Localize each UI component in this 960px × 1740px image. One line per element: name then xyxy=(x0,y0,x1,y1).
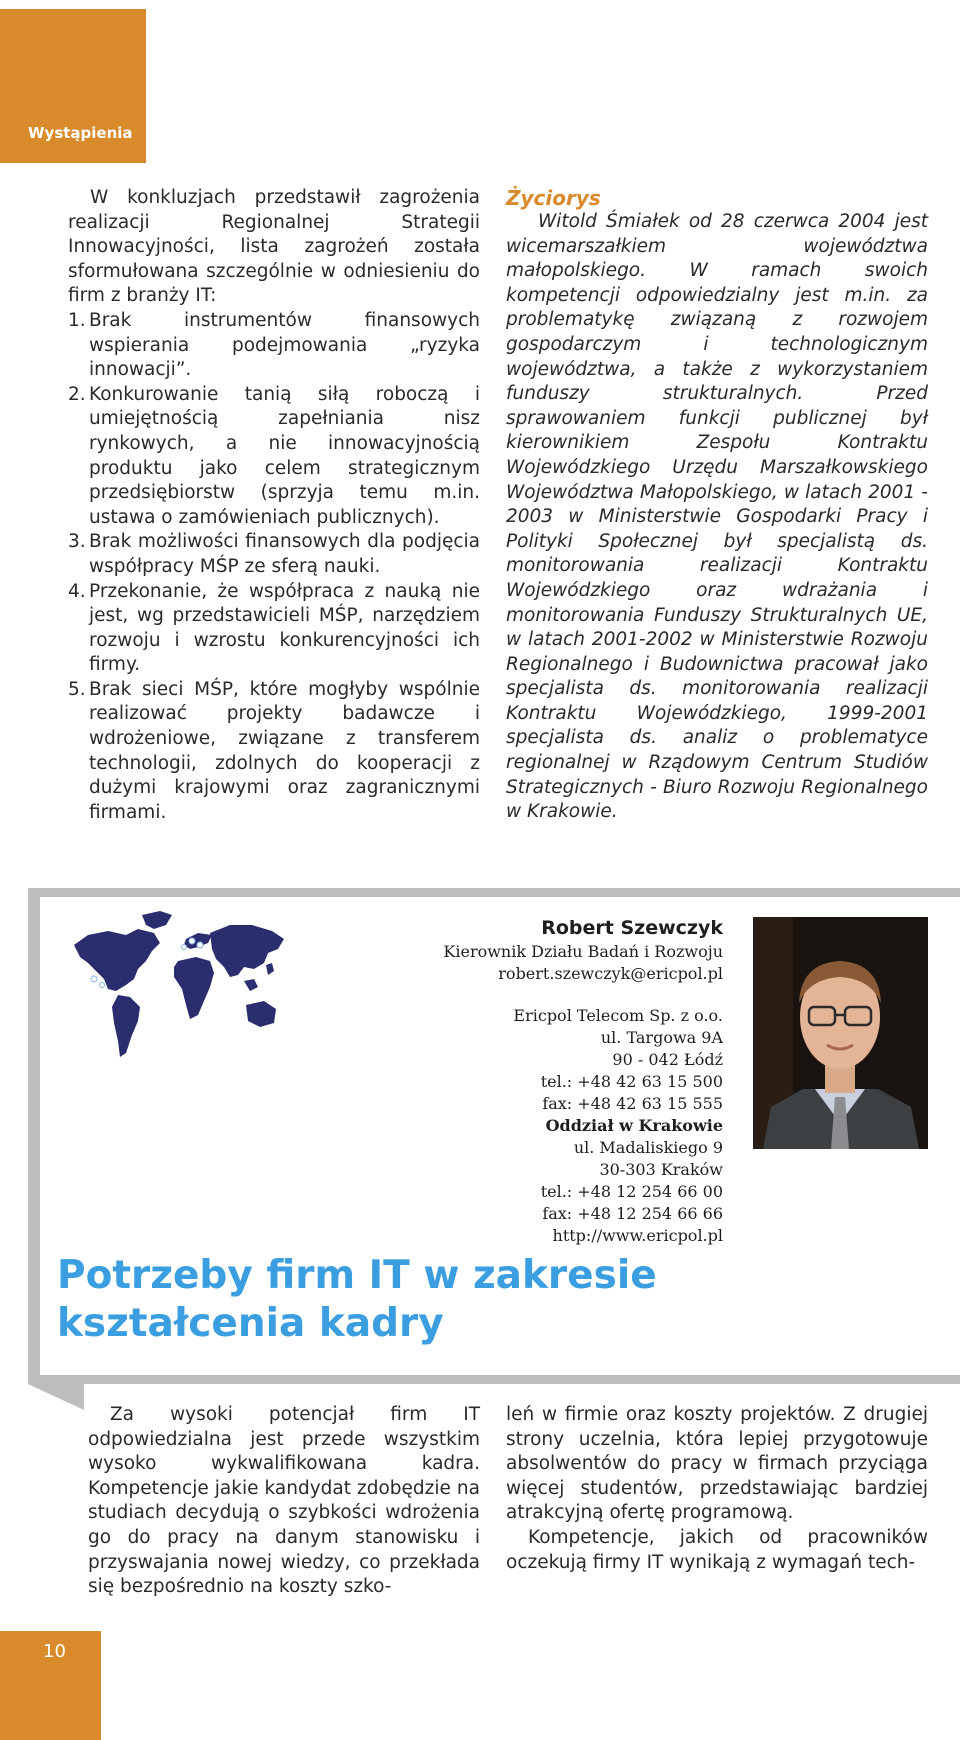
company-fax: fax: +48 42 63 15 555 xyxy=(542,1094,723,1113)
list-item xyxy=(68,678,480,826)
company-name: Ericpol Telecom Sp. z o.o. xyxy=(513,1006,723,1025)
list-number: 2. xyxy=(68,383,86,405)
bio-title: Życiorys xyxy=(506,186,601,210)
company-street: ul. Targowa 9A xyxy=(600,1028,723,1047)
speaker-photo xyxy=(753,917,928,1149)
card-pointer xyxy=(28,1384,84,1410)
intro-paragraph: W konkluzjach przedstawił zagrożenia realizacji Regionalnej Strategii Innowacyjności, lista zagrożeń została sformułowana szczególnie w odniesieniu do firm z branży IT: xyxy=(68,187,480,307)
branch-fax: fax: +48 12 254 66 66 xyxy=(542,1204,723,1223)
list-number: 4. xyxy=(68,580,86,602)
article-title: Potrzeby firm IT w zakresie kształcenia kadry xyxy=(57,1253,657,1346)
speaker-email[interactable]: robert.szewczyk@ericpol.pl xyxy=(498,964,723,983)
speaker-contact xyxy=(323,915,723,1247)
branch-tel: tel.: +48 12 254 66 00 xyxy=(540,1182,723,1201)
list-number: 3. xyxy=(68,531,86,553)
page-number-tab xyxy=(0,1631,101,1740)
section-label: Wystąpienia xyxy=(28,124,133,142)
list-number: 1. xyxy=(68,309,86,331)
threat-list xyxy=(68,309,480,825)
article-column-2 xyxy=(506,1403,928,1575)
bio-paragraph: Witold Śmiałek od 28 czerwca 2004 jest wicemarszałkiem województwa małopolskiego. W ramach swoich kompetencji odpowiedzialny jest m.in. za problematykę związaną z rozwojem gospodarczym i technologicznym województwa, a także z wykorzystaniem funduszy strukturalnych. Przed sprawowaniem funkcji publicznej był kierownikiem Zespołu Kontraktu Wojewódzkiego Urzędu Marszałkowskiego Województwa Małopolskiego, w latach 2001 - 2003 w Ministerstwie Gospodarki Pracy i Polityki Społecznej był specjalistą ds. monitorowania realizacji Kontraktu Wojewódzkiego oraz wdrażania i monitorowania Funduszy Strukturalnych UE, w latach 2001-2002 w Ministerstwie Rozwoju Regionalnego i Budownictwa pracował jako specjalista ds. monitorowania realizacji Kontraktu Wojewódzkiego, 1999-2001 specjalista ds. analiz o problematyce regionalnej w Rządowym Centrum Studiów Strategicznych - Biuro Rozwoju Regionalnego w Krakowie. xyxy=(506,211,928,823)
list-text: Brak instrumentów finansowych wspierania podejmowania „ryzyka innowacji”. xyxy=(89,309,480,381)
list-number: 5. xyxy=(68,678,86,700)
article-paragraph: leń w firmie oraz koszty projektów. Z drugiej strony uczelnia, która lepiej przygotowuje absolwentów do pracy w firmach przyciąga więcej studentów, przedstawiając bardziej atrakcyjną ofertę programową. xyxy=(506,1404,928,1524)
company-tel: tel.: +48 42 63 15 500 xyxy=(540,1072,723,1091)
speaker-name: Robert Szewczyk xyxy=(541,917,723,939)
page-number: 10 xyxy=(43,1641,66,1662)
company-website[interactable]: http://www.ericpol.pl xyxy=(552,1226,723,1245)
bio-column xyxy=(506,186,928,825)
list-text: Konkurowanie tanią siłą roboczą i umiejętnością zapełniania nisz rynkowych, a nie innowacyjnością produktu jako celem strategicznym przedsiębiorstw (sprzyja temu m.in. ustawa o zamówieniach publicznych). xyxy=(89,383,480,528)
article-paragraph: Za wysoki potencjał firm IT odpowiedzialna jest przede wszystkim wysoko wykwalifikowana kadra. Kompetencje jakie kandydat zdobędzie na studiach decydują o szybkości wdrożenia go do pracy na danym stanowisku i przyswajania nowej wiedzy, co przekłada się bezpośrednio na koszty szko- xyxy=(88,1404,480,1598)
list-text: Brak możliwości finansowych dla podjęcia współpracy MŚP ze sferą nauki. xyxy=(89,531,480,577)
speaker-role: Kierownik Działu Badań i Rozwoju xyxy=(443,942,723,961)
list-text: Brak sieci MŚP, które mogłyby wspólnie realizować projekty badawcze i wdrożeniowe, związane z transferem technologii, zdolnych do kooperacji z dużymi krajowymi oraz zagranicznymi firmami. xyxy=(89,678,480,823)
list-item xyxy=(68,383,480,531)
list-text: Przekonanie, że współpraca z nauką nie jest, wg przedstawicieli MŚP, narzędziem rozwoju i wzrostu konkurencyjności ich firmy. xyxy=(89,580,480,676)
left-column xyxy=(68,186,480,825)
article-column-1 xyxy=(88,1403,480,1600)
list-item xyxy=(68,309,480,383)
list-item xyxy=(68,580,480,678)
world-map-icon xyxy=(68,905,290,1075)
branch-city: 30-303 Kraków xyxy=(599,1160,723,1179)
branch-name: Oddział w Krakowie xyxy=(545,1116,723,1135)
branch-street: ul. Madaliskiego 9 xyxy=(573,1138,723,1157)
list-item xyxy=(68,530,480,579)
section-tab xyxy=(0,9,146,163)
company-city: 90 - 042 Łódź xyxy=(612,1050,723,1069)
article-paragraph: Kompetencje, jakich od pracowników oczekują firmy IT wynikają z wymagań tech- xyxy=(506,1526,928,1573)
